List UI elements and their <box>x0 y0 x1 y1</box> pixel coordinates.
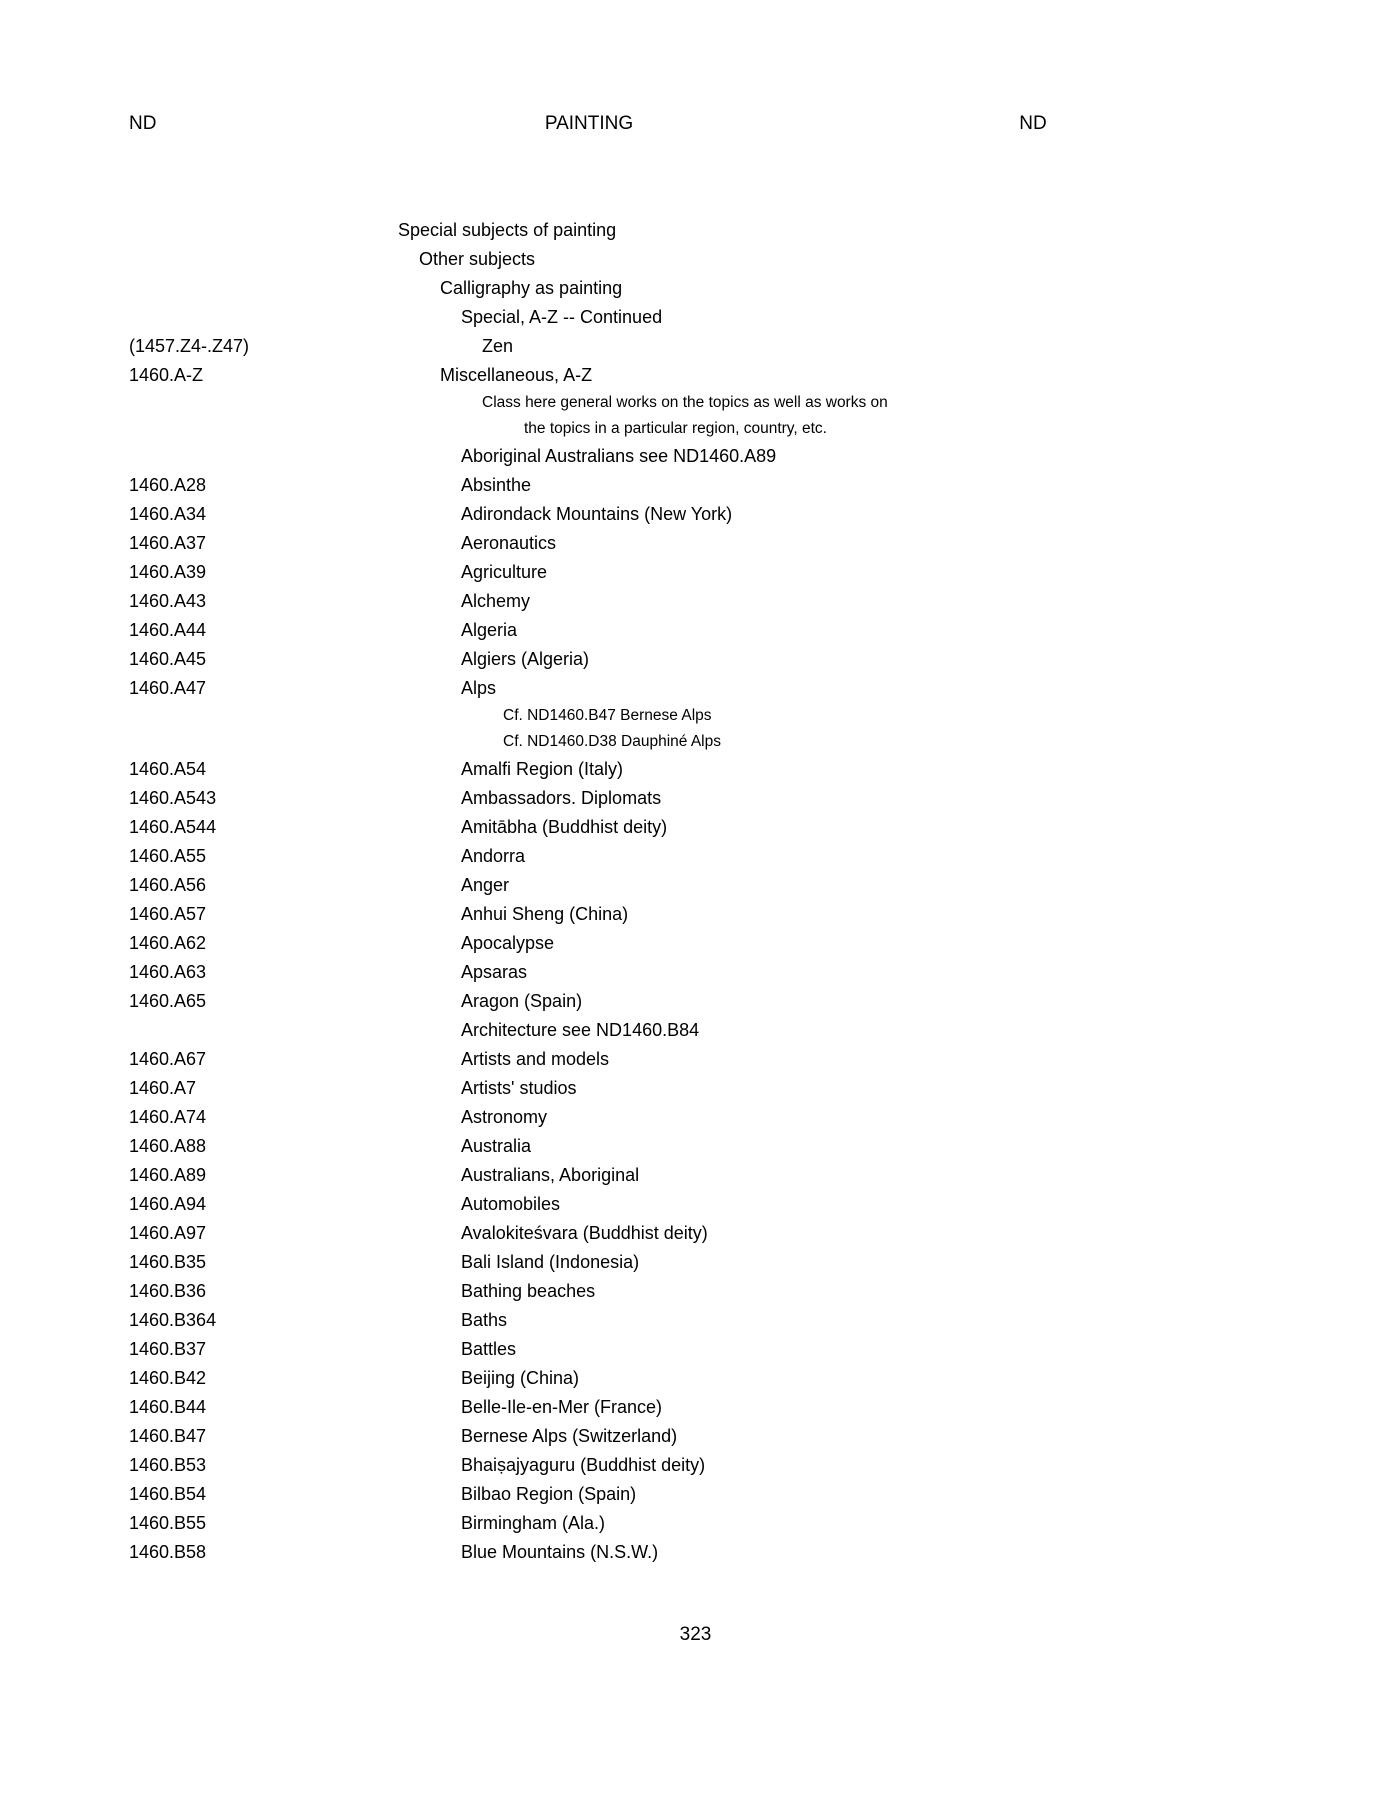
subject-text: Algeria <box>461 620 518 640</box>
subject-text: Architecture see ND1460.B84 <box>461 1020 700 1040</box>
class-number: 1460.A34 <box>129 504 207 524</box>
classification-row <box>0 442 1391 471</box>
subject-text: Australia <box>461 1136 532 1156</box>
subject-text: Agriculture <box>461 562 548 582</box>
classification-row <box>0 813 1391 842</box>
subject-text: Amitābha (Buddhist deity) <box>461 817 668 837</box>
subject-text: Artists' studios <box>461 1078 577 1098</box>
classification-row <box>0 1306 1391 1335</box>
classification-row <box>0 332 1391 361</box>
subject-text: Other subjects <box>419 249 536 269</box>
classification-row <box>0 471 1391 500</box>
classification-row <box>0 1393 1391 1422</box>
classification-row <box>0 1364 1391 1393</box>
subject-text: Apocalypse <box>461 933 555 953</box>
classification-row <box>0 1451 1391 1480</box>
subject-text: Astronomy <box>461 1107 548 1127</box>
subject-text: Belle-Ile-en-Mer (France) <box>461 1397 663 1417</box>
classification-row <box>0 529 1391 558</box>
classification-row <box>0 1248 1391 1277</box>
class-number: 1460.A89 <box>129 1165 207 1185</box>
classification-row <box>0 871 1391 900</box>
classification-row <box>0 1422 1391 1451</box>
classification-row <box>0 245 1391 274</box>
note-text: Cf. ND1460.D38 Dauphiné Alps <box>503 733 721 750</box>
subject-text: Adirondack Mountains (New York) <box>461 504 733 524</box>
subject-text: Automobiles <box>461 1194 561 1214</box>
subject-text: Miscellaneous, A-Z <box>440 365 593 385</box>
subject-text: Australians, Aboriginal <box>461 1165 640 1185</box>
classification-row <box>0 1103 1391 1132</box>
subject-text: Bilbao Region (Spain) <box>461 1484 637 1504</box>
subject-text: Alps <box>461 678 497 698</box>
class-number: 1460.A43 <box>129 591 207 611</box>
classification-row <box>0 900 1391 929</box>
subject-text: Aboriginal Australians see ND1460.A89 <box>461 446 777 466</box>
class-number: 1460.A54 <box>129 759 207 779</box>
note-text: the topics in a particular region, country, etc. <box>524 420 827 437</box>
subject-text: Special subjects of painting <box>398 220 617 240</box>
classification-row <box>0 361 1391 390</box>
class-number: 1460.A39 <box>129 562 207 582</box>
page-footer <box>0 1624 1391 1646</box>
classification-row <box>0 755 1391 784</box>
classification-row <box>0 1509 1391 1538</box>
classification-row <box>0 390 1391 416</box>
subject-text: Aragon (Spain) <box>461 991 583 1011</box>
classification-row <box>0 674 1391 703</box>
subject-text: Baths <box>461 1310 508 1330</box>
subject-text: Anhui Sheng (China) <box>461 904 629 924</box>
classification-row <box>0 703 1391 729</box>
subject-text: Blue Mountains (N.S.W.) <box>461 1542 659 1562</box>
subject-text: Alchemy <box>461 591 531 611</box>
class-number: 1460.A543 <box>129 788 217 808</box>
classification-row <box>0 303 1391 332</box>
subject-text: Bathing beaches <box>461 1281 596 1301</box>
subject-text: Aeronautics <box>461 533 557 553</box>
class-number: 1460.A55 <box>129 846 207 866</box>
class-number: 1460.B35 <box>129 1252 207 1272</box>
class-number: (1457.Z4-.Z47) <box>129 336 250 356</box>
class-number: 1460.A63 <box>129 962 207 982</box>
classification-row <box>0 500 1391 529</box>
classification-row <box>0 929 1391 958</box>
classification-row <box>0 729 1391 755</box>
classification-row <box>0 1538 1391 1567</box>
class-number: 1460.A-Z <box>129 365 204 385</box>
class-number: 1460.B44 <box>129 1397 207 1417</box>
class-number: 1460.A56 <box>129 875 207 895</box>
subject-text: Apsaras <box>461 962 528 982</box>
classification-row <box>0 1132 1391 1161</box>
classification-row <box>0 1045 1391 1074</box>
class-number: 1460.B54 <box>129 1484 207 1504</box>
subject-text: Calligraphy as painting <box>440 278 623 298</box>
classification-row <box>0 274 1391 303</box>
class-number: 1460.A44 <box>129 620 207 640</box>
subject-text: Birmingham (Ala.) <box>461 1513 606 1533</box>
classification-row <box>0 987 1391 1016</box>
classification-row <box>0 558 1391 587</box>
class-number: 1460.A67 <box>129 1049 207 1069</box>
classification-row <box>0 1074 1391 1103</box>
subject-text: Algiers (Algeria) <box>461 649 590 669</box>
classification-row <box>0 1219 1391 1248</box>
classification-row <box>0 645 1391 674</box>
class-number: 1460.B42 <box>129 1368 207 1388</box>
class-number: 1460.A65 <box>129 991 207 1011</box>
class-number: 1460.A7 <box>129 1078 197 1098</box>
class-number: 1460.A74 <box>129 1107 207 1127</box>
class-number: 1460.B364 <box>129 1310 217 1330</box>
class-number: 1460.B55 <box>129 1513 207 1533</box>
class-number: 1460.A94 <box>129 1194 207 1214</box>
page-title: PAINTING <box>544 113 634 134</box>
subject-text: Bhaiṣajyaguru (Buddhist deity) <box>461 1455 706 1475</box>
header-class-letters-left: ND <box>129 113 157 134</box>
class-number: 1460.B36 <box>129 1281 207 1301</box>
classification-row <box>0 1016 1391 1045</box>
class-number: 1460.B47 <box>129 1426 207 1446</box>
note-text: Cf. ND1460.B47 Bernese Alps <box>503 707 712 724</box>
subject-text: Beijing (China) <box>461 1368 580 1388</box>
classification-row <box>0 784 1391 813</box>
note-text: Class here general works on the topics as well as works on <box>482 394 888 411</box>
subject-text: Bali Island (Indonesia) <box>461 1252 640 1272</box>
subject-text: Zen <box>482 336 514 356</box>
class-number: 1460.A88 <box>129 1136 207 1156</box>
subject-text: Anger <box>461 875 510 895</box>
classification-row <box>0 416 1391 442</box>
classification-schedule <box>0 216 1391 1567</box>
class-number: 1460.A62 <box>129 933 207 953</box>
classification-row <box>0 958 1391 987</box>
classification-row <box>0 1480 1391 1509</box>
class-number: 1460.A57 <box>129 904 207 924</box>
subject-text: Battles <box>461 1339 517 1359</box>
class-number: 1460.A47 <box>129 678 207 698</box>
classification-row <box>0 842 1391 871</box>
subject-text: Andorra <box>461 846 526 866</box>
subject-text: Bernese Alps (Switzerland) <box>461 1426 678 1446</box>
classification-row <box>0 216 1391 245</box>
subject-text: Artists and models <box>461 1049 610 1069</box>
class-number: 1460.B53 <box>129 1455 207 1475</box>
class-number: 1460.A28 <box>129 475 207 495</box>
classification-row <box>0 616 1391 645</box>
classification-row <box>0 1335 1391 1364</box>
subject-text: Special, A-Z -- Continued <box>461 307 663 327</box>
class-number: 1460.B58 <box>129 1542 207 1562</box>
class-number: 1460.A97 <box>129 1223 207 1243</box>
class-number: 1460.A45 <box>129 649 207 669</box>
class-number: 1460.A544 <box>129 817 217 837</box>
subject-text: Avalokiteśvara (Buddhist deity) <box>461 1223 708 1243</box>
header-class-letters-right: ND <box>1019 113 1047 134</box>
classification-row <box>0 587 1391 616</box>
classification-row <box>0 1161 1391 1190</box>
page-number: 323 <box>679 1624 712 1645</box>
class-number: 1460.A37 <box>129 533 207 553</box>
class-number: 1460.B37 <box>129 1339 207 1359</box>
subject-text: Ambassadors. Diplomats <box>461 788 662 808</box>
page-header <box>0 113 1391 137</box>
subject-text: Absinthe <box>461 475 532 495</box>
classification-row <box>0 1190 1391 1219</box>
classification-row <box>0 1277 1391 1306</box>
subject-text: Amalfi Region (Italy) <box>461 759 624 779</box>
